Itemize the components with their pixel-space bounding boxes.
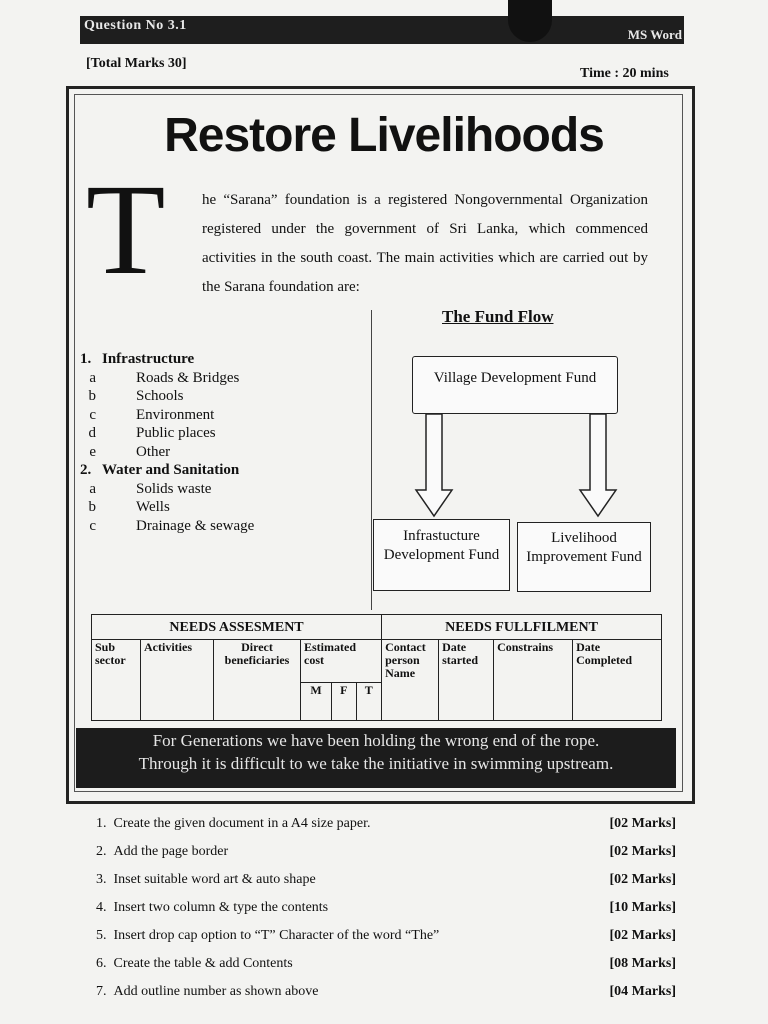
livelihood-improvement-fund-box: Livelihood Improvement Fund: [517, 522, 651, 592]
fund-flow-title: The Fund Flow: [442, 307, 554, 326]
col-constrains: Constrains: [494, 640, 573, 721]
task-item: 7. Add outline number as shown above [04 Marks]: [96, 984, 676, 999]
total-marks: [Total Marks 30]: [86, 56, 187, 71]
list-item: e Other: [89, 443, 171, 460]
list-item: a Roads & Bridges: [89, 369, 240, 386]
needs-fullfilment-heading: NEEDS FULLFILMENT: [382, 615, 662, 640]
col-t: T: [356, 682, 382, 720]
list-item: a Solids waste: [89, 480, 212, 497]
fund-flow-arrows: [410, 412, 620, 522]
needs-table: [91, 614, 662, 721]
infrastructure-development-fund-box: Infrastucture Development Fund: [373, 519, 510, 591]
task-item: 5. Insert drop cap option to “T” Character of the word “The” [02 Marks]: [96, 928, 676, 943]
column-divider: [371, 310, 372, 610]
list-item: c Drainage & sewage: [89, 517, 255, 534]
task-item: 6. Create the table & add Contents [08 Marks]: [96, 956, 676, 971]
drop-cap: T: [86, 158, 166, 302]
quote-line-1: For Generations we have been holding the wrong end of the rope.: [152, 731, 600, 750]
needs-assesment-heading: NEEDS ASSESMENT: [92, 615, 382, 640]
col-estimated-cost: Estimated cost: [301, 640, 382, 683]
down-arrow-left: [416, 414, 452, 516]
village-development-fund-box: Village Development Fund: [412, 356, 618, 414]
task-item: 3. Inset suitable word art & auto shape [02 Marks]: [96, 872, 676, 887]
list-heading: 2. Water and Sanitation: [80, 462, 240, 478]
list-heading: 1. Infrastructure: [80, 351, 195, 367]
list-item: c Environment: [89, 406, 215, 423]
question-number: Question No 3.1: [84, 18, 187, 33]
col-activities: Activities: [141, 640, 214, 721]
task-item: 1. Create the given document in a A4 size paper. [02 Marks]: [96, 816, 676, 831]
activities-list: [80, 350, 254, 535]
col-m: M: [301, 682, 332, 720]
subject-tag: MS Word: [627, 27, 682, 42]
col-date-completed: Date Completed: [573, 640, 662, 721]
list-item: b Schools: [88, 388, 184, 404]
intro-paragraph: he “Sarana” foundation is a registered Nongovernmental Organization registered under the government of Sri Lanka, which commenced activities in the south coast. The main activities which are carried out by the Sarana foundation are:: [202, 192, 648, 295]
word-art-title: Restore Livelihoods: [164, 109, 604, 162]
quote-line-2: Through it is difficult to we take the initiative in swimming upstream.: [138, 754, 614, 773]
task-item: 2. Add the page border [02 Marks]: [96, 844, 676, 859]
col-date-started: Date started: [439, 640, 494, 721]
list-item: b Wells: [88, 499, 170, 515]
col-direct-beneficiaries: Direct beneficiaries: [214, 640, 301, 721]
time-limit: Time : 20 mins: [580, 66, 669, 81]
col-contact-person: Contact person Name: [382, 640, 439, 721]
col-f: F: [332, 682, 356, 720]
col-sub-sector: Sub sector: [92, 640, 141, 721]
down-arrow-right: [580, 414, 616, 516]
task-list: [96, 816, 676, 1012]
task-item: 4. Insert two column & type the contents [10 Marks]: [96, 900, 676, 915]
binder-hole-mark: [508, 0, 552, 42]
list-item: d Public places: [88, 425, 216, 441]
